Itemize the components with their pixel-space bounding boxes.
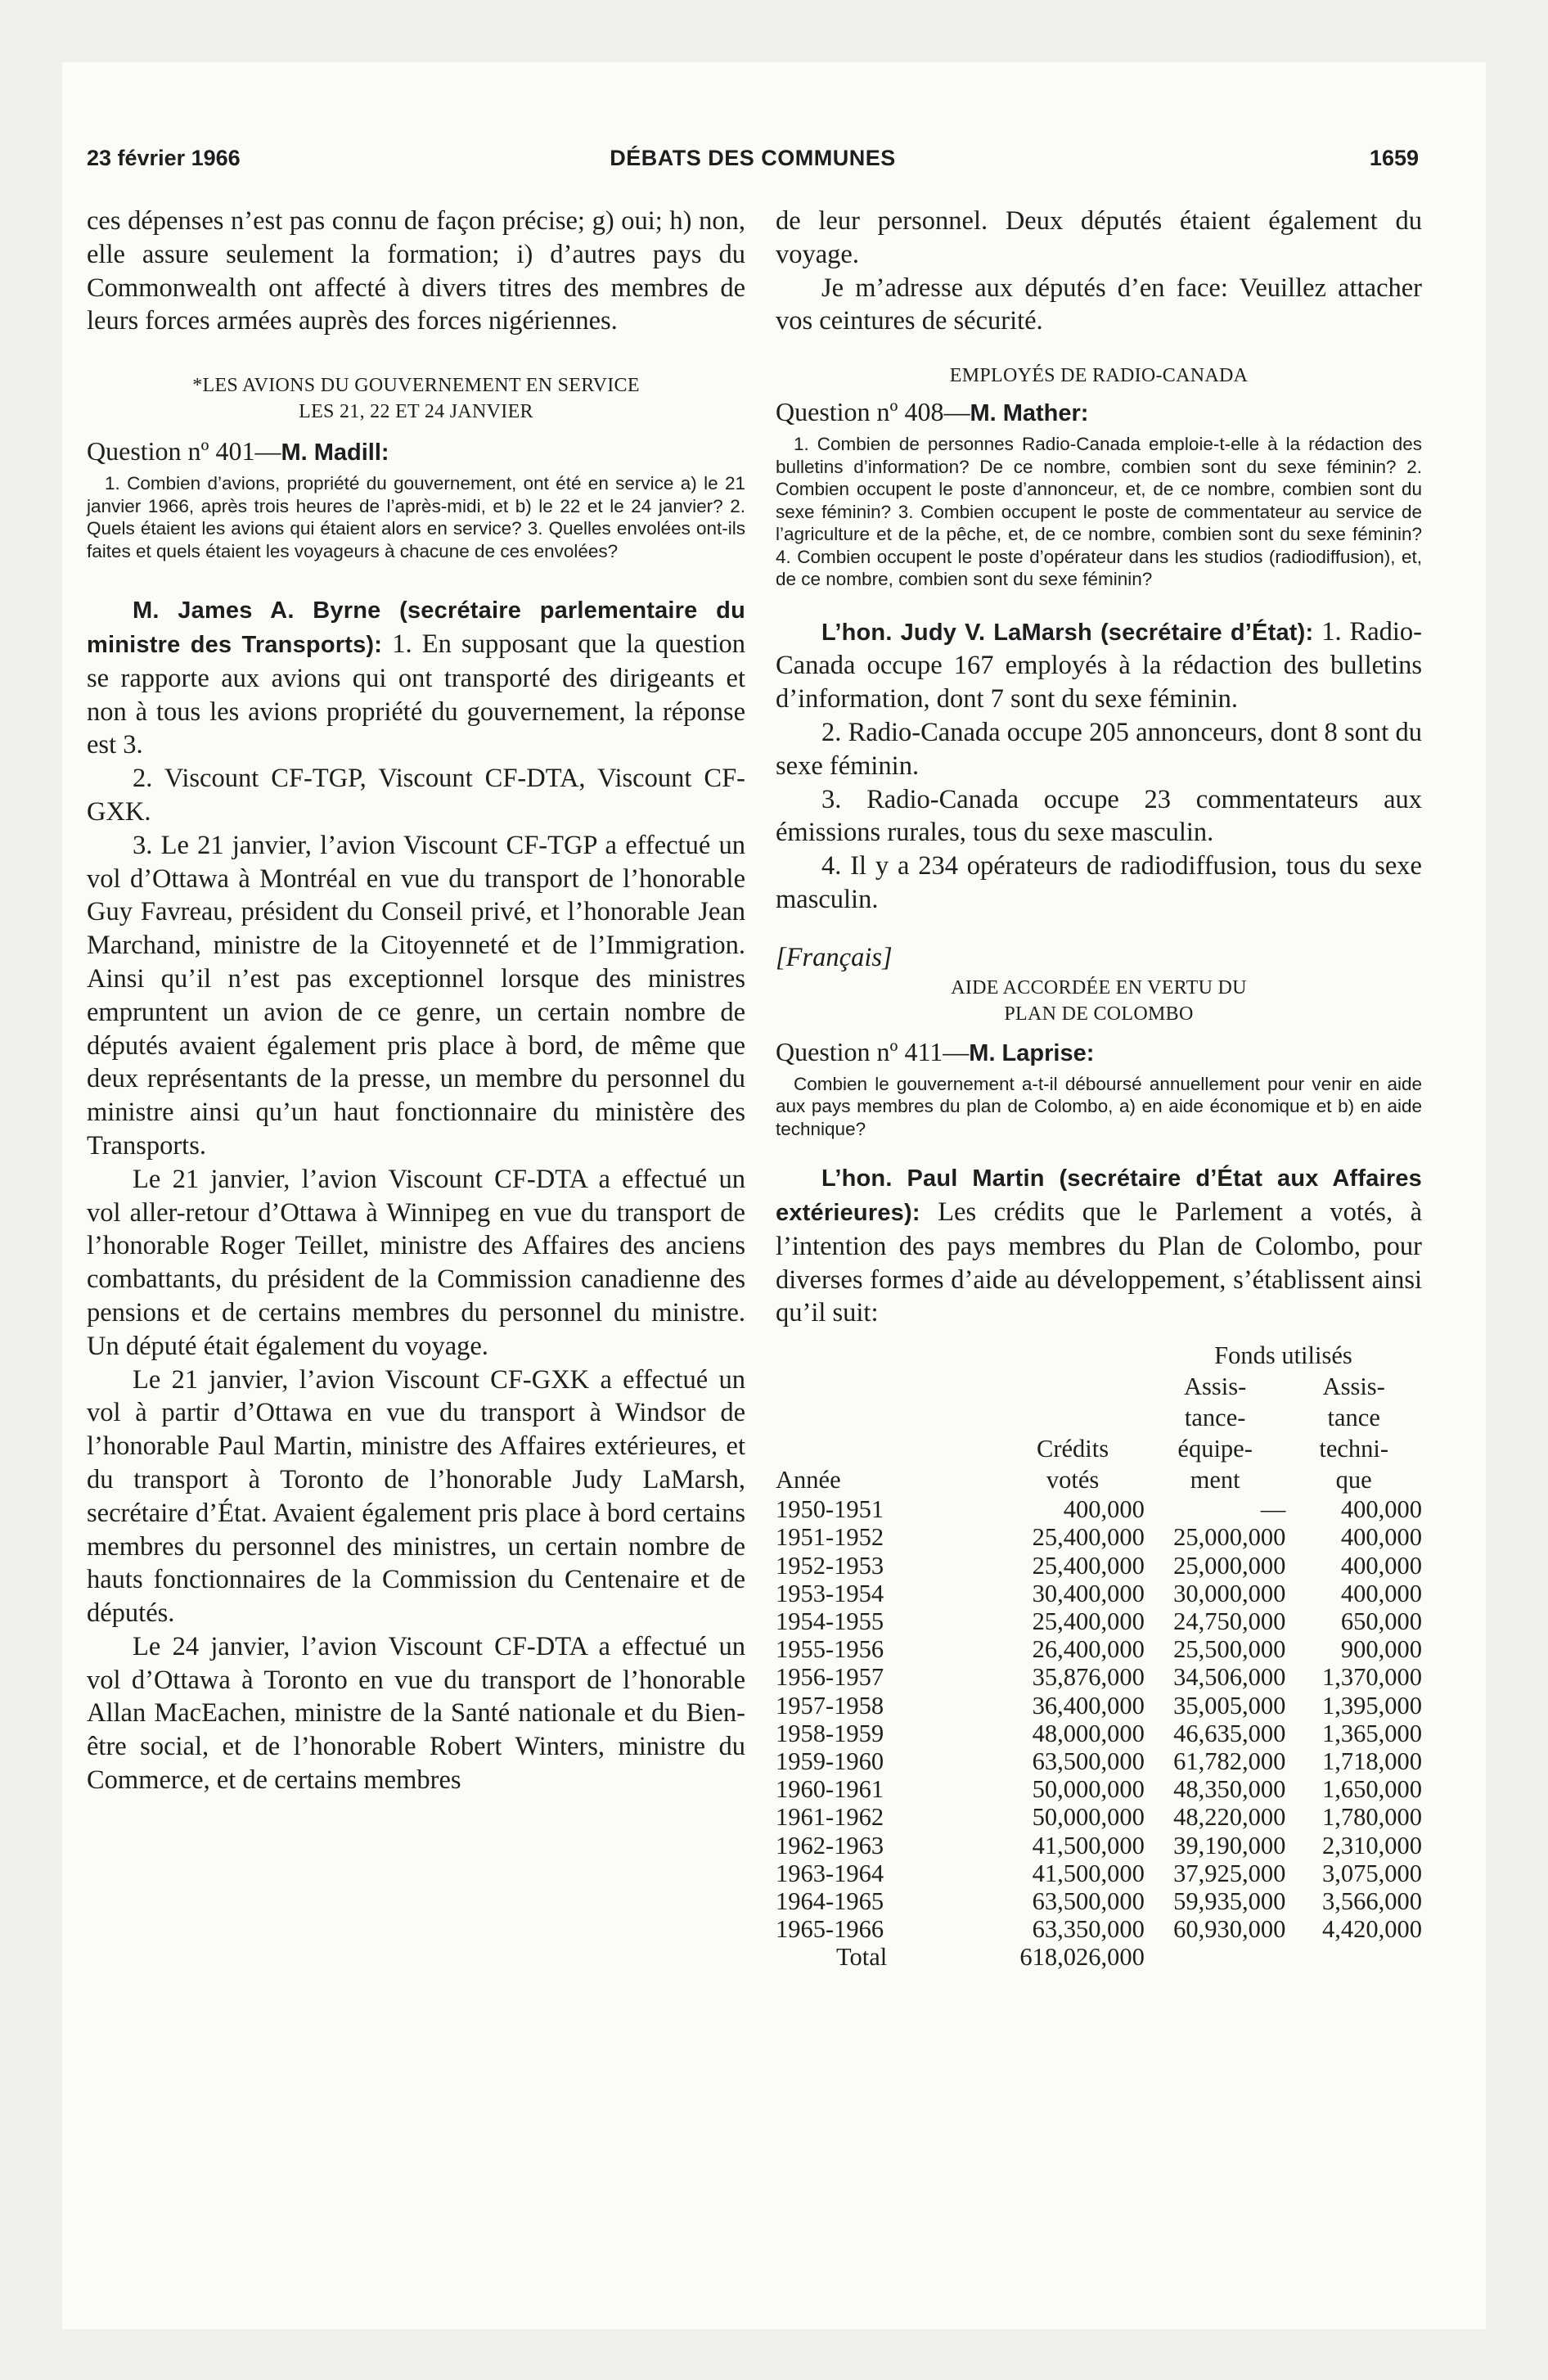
answer-text: 1. En supposant que la question se rapporte aux avions qui ont transporté des dirigeants et non à tous les avions propriété du gouvernement, la réponse est 3.	[87, 629, 745, 760]
page-header	[87, 146, 1419, 182]
row-credits: 63,500,000	[1032, 1886, 1145, 1915]
column-header: techni-	[1319, 1435, 1389, 1463]
section-heading: LES 21, 22 ET 24 JANVIER	[299, 401, 533, 423]
table-row	[776, 1803, 1422, 1831]
total-label: Total	[836, 1943, 888, 1972]
answer-paragraph	[87, 593, 745, 762]
row-technical: 400,000	[1340, 1579, 1422, 1607]
section-heading: PLAN DE COLOMBO	[1004, 1003, 1194, 1025]
column-header: Année	[776, 1466, 841, 1494]
row-technical: 900,000	[1340, 1635, 1422, 1664]
header-page-number: 1659	[1369, 146, 1419, 170]
table-row	[776, 1775, 1422, 1803]
table-total-row	[776, 1943, 1422, 1971]
row-credits: 41,500,000	[1032, 1859, 1145, 1887]
row-equipment: 60,930,000	[1173, 1915, 1286, 1944]
row-technical: 650,000	[1340, 1607, 1422, 1635]
column-header: Crédits	[1036, 1435, 1109, 1463]
row-credits: 36,400,000	[1032, 1691, 1145, 1720]
row-technical: 2,310,000	[1322, 1831, 1422, 1859]
paragraph: de leur personnel. Deux députés étaient également du voyage.	[776, 206, 1422, 269]
paragraph: 3. Radio-Canada occupe 23 commentateurs aux émissions rurales, tous du sexe masculin.	[776, 784, 1422, 848]
paragraph: 2. Viscount CF-TGP, Viscount CF-DTA, Viscount CF-GXK.	[87, 764, 745, 827]
paragraph: Le 24 janvier, l’avion Viscount CF-DTA a effectué un vol d’Ottawa à Toronto en vue du transport de l’honorable Allan MacEachen, ministre de la Santé nationale et du Bien-être social, et de l’honorable Robert Winters, ministre du Commerce, et de certains membres	[87, 1631, 745, 1796]
row-credits: 63,350,000	[1032, 1915, 1145, 1944]
question-author: M. Mather:	[970, 400, 1089, 427]
row-equipment: 24,750,000	[1173, 1607, 1286, 1635]
question-number: Question nº 411—	[776, 1036, 970, 1066]
question-author: M. Madill:	[281, 439, 389, 467]
table-row	[776, 1580, 1422, 1607]
speaker-name: M. James A. Byrne (secrétaire parlementaire du ministre des Transports):	[87, 597, 745, 658]
row-year: 1951-1952	[776, 1523, 884, 1552]
right-column	[776, 205, 1422, 1972]
row-equipment: 48,220,000	[1173, 1803, 1286, 1832]
row-equipment: 59,935,000	[1173, 1886, 1286, 1915]
paragraph: 3. Le 21 janvier, l’avion Viscount CF-TGP a effectué un vol d’Ottawa à Montréal en vue du transport de l’honorable Guy Favreau, président du Conseil privé, et l’honorable Jean Marchand, ministre de la Citoyenneté et de l’Immigration. Ainsi qu’il n’est pas exceptionnel lorsque des ministres empruntent un avion de ce genre, un certain nombre de députés avaient également pris place à bord, de même que deux représentants de la presse, un membre du personnel du ministre ainsi qu’un haut fonctionnaire du ministère des Transports.	[87, 830, 745, 1161]
column-header: Assis-	[1322, 1373, 1385, 1401]
row-technical: 1,650,000	[1322, 1775, 1422, 1804]
question-text: 1. Combien de personnes Radio-Canada emploie-t-elle à la rédaction des bulletins d’information? De ce nombre, combien sont du sexe féminin? 2. Combien occupent le poste d’annonceur, et, de ce nombre, combien sont du sexe féminin? 3. Combien occupent le poste de commentateur au service de l’agriculture et de la pêche, et, de ce nombre, combien sont du sexe féminin? 4. Combien occupent le poste d’opérateur dans les studios (radiodiffusion), et, de ce nombre, combien sont du sexe féminin?	[776, 434, 1422, 590]
row-credits: 25,400,000	[1032, 1523, 1145, 1552]
table-row	[776, 1552, 1422, 1580]
speaker-name: L’hon. Judy V. LaMarsh (secrétaire d’État):	[821, 619, 1314, 646]
funds-table	[776, 1340, 1422, 1971]
row-year: 1961-1962	[776, 1803, 884, 1832]
table-row	[776, 1832, 1422, 1859]
row-equipment: 25,000,000	[1173, 1523, 1286, 1552]
row-credits: 400,000	[1063, 1495, 1145, 1524]
answer-paragraph	[776, 615, 1422, 716]
row-technical: 1,365,000	[1322, 1719, 1422, 1747]
row-technical: 3,566,000	[1322, 1886, 1422, 1915]
column-header: ment	[1190, 1466, 1240, 1494]
table-header-row	[776, 1433, 1422, 1464]
row-technical: 4,420,000	[1322, 1915, 1422, 1944]
column-group-header: Fonds utilisés	[1214, 1341, 1352, 1370]
row-year: 1964-1965	[776, 1886, 884, 1915]
row-credits: 50,000,000	[1032, 1803, 1145, 1832]
paragraph: Le 21 janvier, l’avion Viscount CF-DTA a effectué un vol aller-retour d’Ottawa à Winnipeg en vue du transport de l’honorable Roger Teillet, ministre des Affaires des anciens combattants, du président de la Commission canadienne des pensions et de certains membres du personnel du ministre. Un député était également du voyage.	[87, 1164, 745, 1361]
row-equipment: —	[1260, 1495, 1286, 1524]
row-credits: 26,400,000	[1032, 1635, 1145, 1664]
table-row	[776, 1859, 1422, 1887]
row-technical: 1,718,000	[1322, 1747, 1422, 1775]
row-technical: 400,000	[1340, 1551, 1422, 1580]
row-technical: 1,395,000	[1322, 1691, 1422, 1720]
row-credits: 41,500,000	[1032, 1831, 1145, 1859]
column-header: Assis-	[1184, 1373, 1247, 1401]
question-line	[776, 1035, 1422, 1070]
row-technical: 400,000	[1340, 1495, 1422, 1524]
row-year: 1956-1957	[776, 1663, 884, 1692]
row-equipment: 30,000,000	[1173, 1579, 1286, 1607]
question-number: Question nº 408—	[776, 397, 970, 427]
question-line	[87, 435, 745, 469]
column-header: tance	[1327, 1404, 1380, 1432]
table-header-row	[776, 1340, 1422, 1371]
table-row	[776, 1495, 1422, 1523]
table-row	[776, 1523, 1422, 1551]
paragraph: 4. Il y a 234 opérateurs de radiodiffusion, tous du sexe masculin.	[776, 851, 1422, 915]
header-title: DÉBATS DES COMMUNES	[610, 146, 896, 170]
row-credits: 25,400,000	[1032, 1551, 1145, 1580]
table-header-row	[776, 1371, 1422, 1402]
question-number: Question nº 401—	[87, 436, 281, 467]
answer-paragraph	[776, 1161, 1422, 1330]
total-value: 618,026,000	[1019, 1943, 1145, 1972]
row-year: 1963-1964	[776, 1859, 884, 1887]
table-row	[776, 1607, 1422, 1635]
table-header-row	[776, 1464, 1422, 1495]
row-year: 1957-1958	[776, 1691, 884, 1720]
section-heading: *LES AVIONS DU GOUVERNEMENT EN SERVICE	[192, 375, 640, 397]
row-equipment: 39,190,000	[1173, 1831, 1286, 1859]
row-year: 1950-1951	[776, 1495, 884, 1524]
row-credits: 50,000,000	[1032, 1775, 1145, 1804]
header-date: 23 février 1966	[87, 146, 241, 170]
row-technical: 3,075,000	[1322, 1859, 1422, 1887]
row-year: 1953-1954	[776, 1579, 884, 1607]
question-line	[776, 395, 1422, 430]
row-equipment: 46,635,000	[1173, 1719, 1286, 1747]
column-header: votés	[1046, 1466, 1100, 1494]
left-column	[87, 205, 745, 1797]
row-year: 1952-1953	[776, 1551, 884, 1580]
question-author: M. Laprise:	[969, 1039, 1095, 1066]
row-year: 1954-1955	[776, 1607, 884, 1635]
row-equipment: 34,506,000	[1173, 1663, 1286, 1692]
section-heading: EMPLOYÉS DE RADIO-CANADA	[949, 365, 1249, 387]
row-credits: 63,500,000	[1032, 1747, 1145, 1775]
table-row	[776, 1915, 1422, 1943]
section-heading: AIDE ACCORDÉE EN VERTU DU	[951, 976, 1247, 998]
question-text: 1. Combien d’avions, propriété du gouvernement, ont été en service a) le 21 janvier 1966, après trois heures de l’après-midi, et b) le 22 et le 24 janvier? 2. Quels étaient les avions qui étaient alors en service? 3. Quelles envolées ont-ils faites et quels étaient les voyageurs à chacune de ces envolées?	[87, 473, 745, 561]
table-body	[776, 1495, 1422, 1943]
table-row	[776, 1692, 1422, 1720]
column-header: tance-	[1184, 1404, 1246, 1432]
paragraph: Le 21 janvier, l’avion Viscount CF-GXK a effectué un vol à partir d’Ottawa en vue du transport à Windsor de l’honorable Paul Martin, ministre des Affaires extérieures, et du transport à Toronto de l’honorable Judy LaMarsh, secrétaire d’État. Avaient également pris place à bord certains membres du personnel des ministres, un certain nombre de hauts fonctionnaires de la Commission du Centenaire et de députés.	[87, 1364, 745, 1629]
table-row	[776, 1747, 1422, 1775]
row-year: 1955-1956	[776, 1635, 884, 1664]
table-row	[776, 1720, 1422, 1747]
row-year: 1962-1963	[776, 1831, 884, 1859]
answer-text: 1. Radio-Canada occupe 167 employés à la rédaction des bulletins d’information, dont 7 sont du sexe féminin.	[776, 616, 1423, 714]
paragraph: Je m’adresse aux députés d’en face: Veuillez attacher vos ceintures de sécurité.	[776, 273, 1422, 336]
row-equipment: 48,350,000	[1173, 1775, 1286, 1804]
row-credits: 35,876,000	[1032, 1663, 1145, 1692]
row-equipment: 25,500,000	[1173, 1635, 1286, 1664]
row-year: 1960-1961	[776, 1775, 884, 1804]
table-row	[776, 1635, 1422, 1663]
row-equipment: 37,925,000	[1173, 1859, 1286, 1887]
row-technical: 400,000	[1340, 1523, 1422, 1552]
speaker-name: L’hon. Paul Martin (secrétaire d’État aux Affaires extérieures):	[776, 1165, 1422, 1226]
row-credits: 48,000,000	[1032, 1719, 1145, 1747]
table-row	[776, 1663, 1422, 1691]
answer-text: Les crédits que le Parlement a votés, à l’intention des pays membres du Plan de Colombo, pour diverses formes d’aide au développement, s’établissent ainsi qu’il suit:	[776, 1197, 1423, 1328]
table-header-row	[776, 1402, 1422, 1433]
question-text: Combien le gouvernement a-t-il déboursé annuellement pour venir en aide aux pays membres du plan de Colombo, a) en aide économique et b) en aide technique?	[776, 1073, 1422, 1139]
row-year: 1965-1966	[776, 1915, 884, 1944]
column-header: que	[1335, 1466, 1372, 1494]
paragraph: ces dépenses n’est pas connu de façon précise; g) oui; h) non, elle assure seulement la formation; i) d’autres pays du Commonwealth ont affecté à divers titres des membres de leurs forces armées auprès des forces nigériennes.	[87, 206, 745, 336]
table-row	[776, 1887, 1422, 1915]
row-technical: 1,780,000	[1322, 1803, 1422, 1832]
row-equipment: 35,005,000	[1173, 1691, 1286, 1720]
row-credits: 25,400,000	[1032, 1607, 1145, 1635]
row-credits: 30,400,000	[1032, 1579, 1145, 1607]
row-technical: 1,370,000	[1322, 1663, 1422, 1692]
row-year: 1958-1959	[776, 1719, 884, 1747]
row-equipment: 25,000,000	[1173, 1551, 1286, 1580]
language-note: [Français]	[776, 942, 893, 972]
row-equipment: 61,782,000	[1173, 1747, 1286, 1775]
paragraph: 2. Radio-Canada occupe 205 annonceurs, dont 8 sont du sexe féminin.	[776, 718, 1422, 781]
row-year: 1959-1960	[776, 1747, 884, 1775]
column-header: équipe-	[1177, 1435, 1253, 1463]
